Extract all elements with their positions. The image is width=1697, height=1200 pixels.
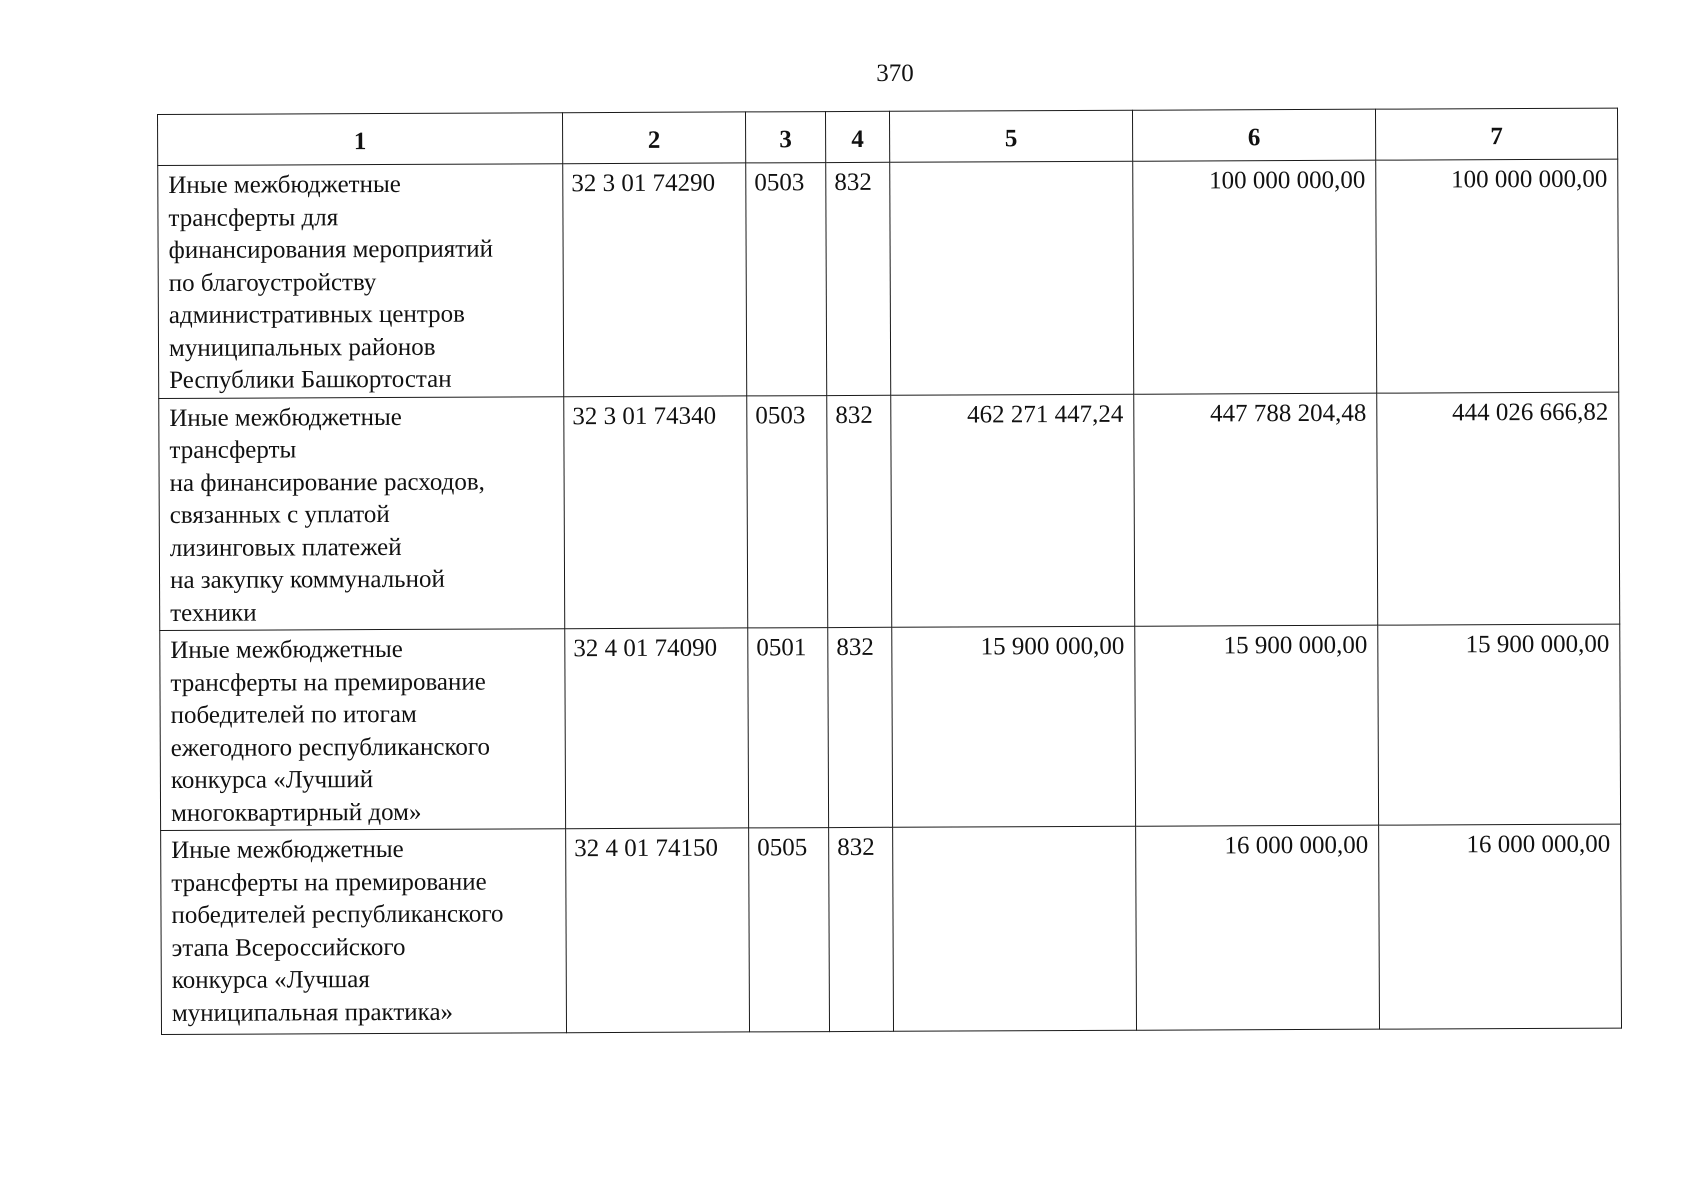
row-name-line: многоквартирный дом» xyxy=(170,798,422,827)
section-code: 0505 xyxy=(749,828,830,1032)
row-name-line: муниципальная практика» xyxy=(171,998,454,1027)
amount-col6: 16 000 000,00 xyxy=(1136,825,1380,1030)
department-code: 832 xyxy=(826,162,891,395)
amount-col5 xyxy=(893,826,1137,1031)
row-name-line: на закупку коммунальной xyxy=(169,565,445,594)
amount-col5: 15 900 000,00 xyxy=(892,626,1136,827)
row-name-line: финансирования мероприятий xyxy=(168,235,493,264)
column-header: 4 xyxy=(825,111,889,162)
row-name-line: конкурса «Лучшая xyxy=(171,966,370,994)
row-name-line: победителей по итогам xyxy=(170,700,417,729)
column-header: 1 xyxy=(158,113,563,166)
row-name-line: трансферты xyxy=(169,436,297,464)
row-name-line: Иные межбюджетные xyxy=(170,635,403,664)
amount-col6: 15 900 000,00 xyxy=(1135,625,1379,826)
row-name-line: лизинговых платежей xyxy=(169,533,402,562)
row-name-line: ежегодного республиканского xyxy=(170,733,491,762)
table-header-row xyxy=(158,108,1618,165)
column-header: 5 xyxy=(889,110,1132,162)
table-row xyxy=(158,159,1619,398)
column-header: 2 xyxy=(562,112,745,164)
table-row xyxy=(159,392,1620,631)
row-name-line: трансферты на премирование xyxy=(170,668,486,697)
amount-col6: 100 000 000,00 xyxy=(1133,160,1377,394)
row-name-line: муниципальных районов xyxy=(168,333,436,362)
row-name-line: Республики Башкортостан xyxy=(169,365,452,394)
table-row xyxy=(160,624,1621,830)
row-name-cell xyxy=(158,164,564,398)
target-article-code: 32 3 01 74290 xyxy=(563,163,747,396)
amount-col7: 16 000 000,00 xyxy=(1379,824,1622,1029)
row-name-line: административных центров xyxy=(168,300,465,329)
department-code: 832 xyxy=(828,627,893,827)
budget-table xyxy=(157,108,1622,1035)
department-code: 832 xyxy=(827,395,892,628)
row-name-line: победителей республиканского xyxy=(171,900,504,929)
target-article-code: 32 4 01 74150 xyxy=(566,828,750,1033)
section-code: 0503 xyxy=(746,163,827,396)
row-name-line: трансферты для xyxy=(168,203,339,232)
row-name-line: техники xyxy=(170,599,257,627)
section-code: 0503 xyxy=(747,395,828,628)
column-header: 6 xyxy=(1132,109,1375,161)
row-name-line: Иные межбюджетные xyxy=(171,835,404,864)
amount-col7: 15 900 000,00 xyxy=(1378,624,1621,825)
section-code: 0501 xyxy=(748,628,829,828)
row-name-line: на финансирование расходов, xyxy=(169,468,485,497)
target-article-code: 32 3 01 74340 xyxy=(564,395,748,628)
column-header: 3 xyxy=(745,112,825,163)
department-code: 832 xyxy=(829,827,894,1031)
row-name-line: конкурса «Лучший xyxy=(170,766,374,794)
row-name-line: Иные межбюджетные xyxy=(169,403,402,432)
column-header: 7 xyxy=(1375,108,1617,160)
row-name-line: трансферты на премирование xyxy=(171,868,487,897)
target-article-code: 32 4 01 74090 xyxy=(565,628,749,829)
page-number: 370 xyxy=(876,60,914,87)
amount-col5 xyxy=(890,161,1134,395)
amount-col5: 462 271 447,24 xyxy=(891,394,1135,628)
row-name-line: Иные межбюджетные xyxy=(168,170,401,199)
row-name-line: по благоустройству xyxy=(168,268,377,297)
row-name-line: связанных с уплатой xyxy=(169,500,390,529)
amount-col7: 100 000 000,00 xyxy=(1376,159,1619,393)
row-name-line: этапа Всероссийского xyxy=(171,933,406,962)
row-name-cell xyxy=(161,829,567,1035)
amount-col7: 444 026 666,82 xyxy=(1377,392,1620,626)
amount-col6: 447 788 204,48 xyxy=(1134,393,1378,627)
row-name-cell xyxy=(160,629,566,831)
row-name-cell xyxy=(159,396,565,630)
table-row xyxy=(161,824,1622,1034)
